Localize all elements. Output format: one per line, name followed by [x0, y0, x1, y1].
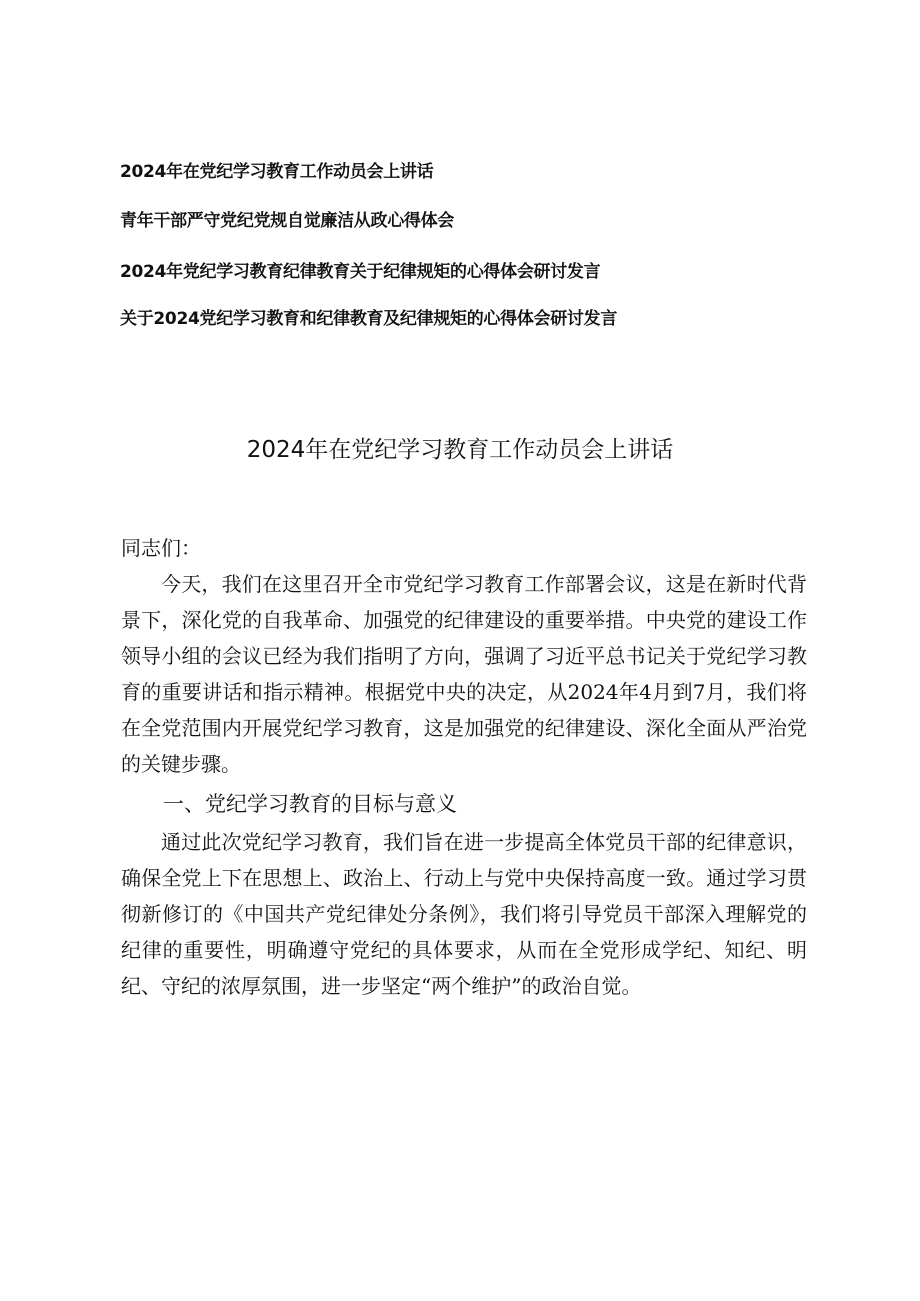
- document-title: 2024年在党纪学习教育工作动员会上讲话: [246, 437, 674, 463]
- paragraph: 今天，我们在这里召开全市党纪学习教育工作部署会议，这是在新时代背景下，深化党的自我革命、加强党的纪律建设的重要举措。中央党的建设工作领导小组的会议已经为我们指明了方向，强调了习近平总书记关于党纪学习教育的重要讲话和指示精神。根据党中央的决定，从2024年4月到7月，我们将在全党范围内开展党纪学习教育，这是加强党的纪律建设、深化全面从严治党的关键步骤。: [121, 572, 807, 776]
- toc-item: 青年干部严守党纪党规自觉廉洁从政心得体会: [120, 211, 454, 231]
- toc-item: 关于2024党纪学习教育和纪律教育及纪律规矩的心得体会研讨发言: [120, 309, 618, 329]
- toc-item: 2024年在党纪学习教育工作动员会上讲话: [120, 162, 434, 182]
- salutation: 同志们：: [121, 536, 201, 560]
- toc-item: 2024年党纪学习教育纪律教育关于纪律规矩的心得体会研讨发言: [120, 262, 601, 282]
- paragraph: 通过此次党纪学习教育，我们旨在进一步提高全体党员干部的纪律意识，确保全党上下在思想上、政治上、行动上与党中央保持高度一致。通过学习贯彻新修订的《中国共产党纪律处分条例》，我们将引导党员干部深入理解党的纪律的重要性，明确遵守党纪的具体要求，从而在全党形成学纪、知纪、明纪、守纪的浓厚氛围，进一步坚定“两个维护”的政治自觉。: [121, 830, 807, 998]
- section-heading: 一、党纪学习教育的目标与意义: [163, 792, 457, 816]
- document-body: [121, 530, 807, 1004]
- table-of-contents: [120, 160, 820, 331]
